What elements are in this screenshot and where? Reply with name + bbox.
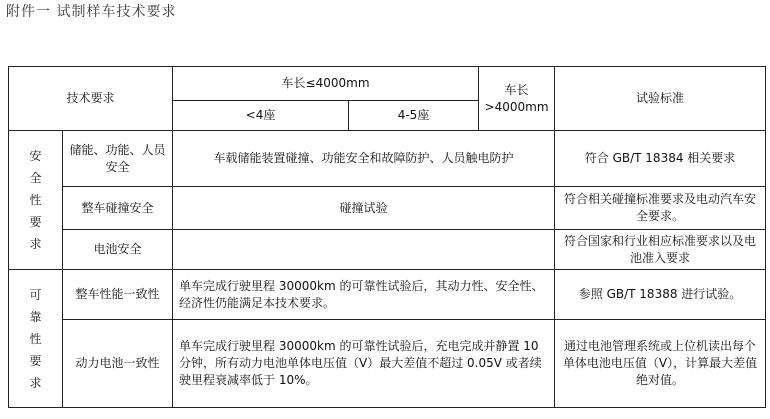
header-car-length-le: 车长≤4000mm bbox=[173, 67, 479, 101]
header-tech-req: 技术要求 bbox=[9, 67, 173, 131]
row-item: 整车碰撞安全 bbox=[63, 187, 173, 230]
group-label-safety bbox=[9, 131, 63, 270]
technical-requirements-table bbox=[8, 66, 766, 408]
row-standard: 参照 GB/T 18388 进行试验。 bbox=[555, 270, 766, 320]
header-seats-lt4: <4座 bbox=[173, 101, 349, 131]
row-content: 单车完成行驶里程 30000km 的可靠性试验后，其动力性、安全性、经济性仍能满足本技术要求。 bbox=[173, 270, 555, 320]
header-car-length-gt: 车长>4000mm bbox=[479, 67, 555, 131]
row-standard: 通过电池管理系统或上位机读出每个单体电池电压值（V），计算最大差值绝对值。 bbox=[555, 320, 766, 408]
group-label-text: 安全性要求 bbox=[29, 149, 42, 251]
row-content: 车载储能装置碰撞、功能安全和故障防护、人员触电防护 bbox=[173, 131, 555, 187]
row-standard: 符合相关碰撞标准要求及电动汽车安全要求。 bbox=[555, 187, 766, 230]
group-label-text: 可靠性要求 bbox=[29, 287, 42, 390]
row-item: 储能、功能、人员安全 bbox=[63, 131, 173, 187]
table-row bbox=[9, 270, 766, 320]
table-row bbox=[9, 187, 766, 230]
row-item: 电池安全 bbox=[63, 230, 173, 270]
table-row bbox=[9, 320, 766, 408]
header-seats-4-5: 4-5座 bbox=[349, 101, 479, 131]
document-title: 附件一 试制样车技术要求 bbox=[6, 4, 177, 20]
row-standard: 符合国家和行业相应标准要求以及电池准入要求 bbox=[555, 230, 766, 270]
row-content: 单车完成行驶里程 30000km 的可靠性试验后，充电完成并静置 10 分钟，所有动力电池单体电压值（V）最大差值不超过 0.05V 或者续驶里程衰减率低于 10%。 bbox=[173, 320, 555, 408]
table-row bbox=[9, 131, 766, 187]
group-label-reliability bbox=[9, 270, 63, 408]
row-content bbox=[173, 230, 555, 270]
row-standard: 符合 GB/T 18384 相关要求 bbox=[555, 131, 766, 187]
header-test-standard: 试验标准 bbox=[555, 67, 766, 131]
table-row bbox=[9, 230, 766, 270]
row-item: 整车性能一致性 bbox=[63, 270, 173, 320]
row-content: 碰撞试验 bbox=[173, 187, 555, 230]
header-row-1 bbox=[9, 67, 766, 101]
row-item: 动力电池一致性 bbox=[63, 320, 173, 408]
